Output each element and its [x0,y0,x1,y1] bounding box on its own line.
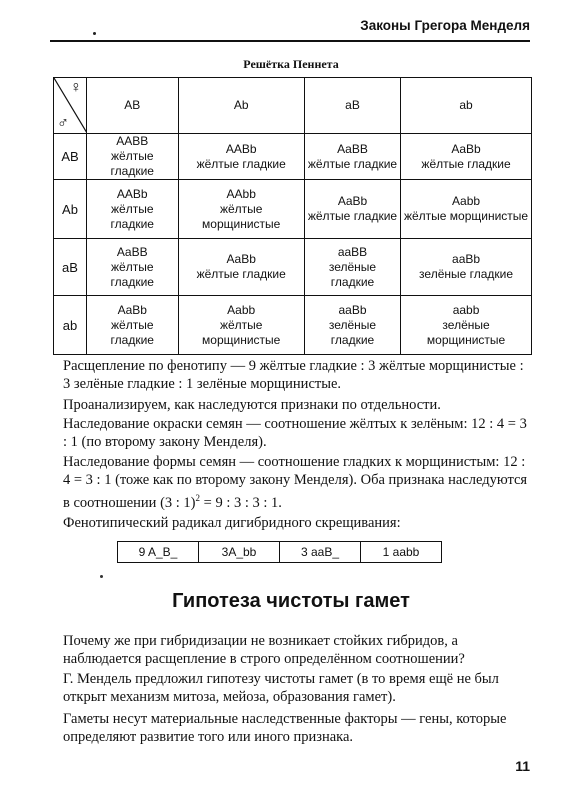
male-symbol-icon: ♂ [57,115,69,132]
cell [401,296,532,355]
cell [178,180,304,239]
stray-dot [100,575,103,578]
cell [304,296,400,355]
shape-text-end: = 9 : 3 : 3 : 1. [200,494,282,511]
paragraph-phenotype-split: Расщепление по фенотипу — 9 жёлтые гладкие : 3 жёлтые морщинистые : 3 зелёные гладкие : 1 зелёные морщинистые. [63,358,524,392]
row-header: AB [54,134,87,180]
genotype: AaBB [116,244,148,259]
cell [178,239,304,296]
header-dot [93,32,96,35]
paragraph-question: Почему же при гибридизации не возникает стойких гибридов, а наблюдается расщепление в строго определённом соотношении? [63,633,465,667]
running-header [50,18,530,42]
cell [178,134,304,180]
table-row [54,134,532,180]
cell [178,296,304,355]
radical-cell: 9 A_B_ [118,542,199,563]
cell [87,296,179,355]
genotype: aaBB [337,244,368,259]
paragraph-radical-intro: Фенотипический радикал дигибридного скрещивания: [63,515,401,531]
row-header: Ab [54,180,87,239]
genotype: aabb [452,302,480,317]
table-header-row [54,78,532,134]
col-header: Ab [178,78,304,134]
female-symbol-icon: ♀ [70,79,82,96]
paragraph-hypothesis: Г. Мендель предложил гипотезу чистоты гамет (в то время ещё не был открыт механизм митоза, мейоза, образования гамет). [63,671,499,705]
phenotype: жёлтые гладкие [196,156,286,171]
phenotype: жёлтые морщинистые [202,201,281,231]
table-row [54,296,532,355]
phenotype: зелёные гладкие [328,317,377,347]
page-number: 11 [515,758,530,774]
phenotype: жёлтые морщинистые [202,317,281,347]
genotype: AaBB [337,141,368,156]
genotype: AABB [116,134,149,148]
phenotype: жёлтые гладкие [307,156,398,171]
cell [304,180,400,239]
phenotype: жёлтые гладкие [110,149,154,178]
paragraph-shape-inheritance [63,453,533,512]
row-header: ab [54,296,87,355]
radical-cell: 3A_bb [199,542,280,563]
cell [401,180,532,239]
genotype: aaBb [452,252,481,266]
cell [401,239,532,296]
genotype: AaBb [451,141,481,156]
exponent: 2 [195,493,201,503]
cell [401,134,532,180]
table-row [54,239,532,296]
phenotype: зелёные морщинистые [426,317,506,347]
phenotype: жёлтые морщинистые [403,209,529,223]
genotype: AABb [225,141,257,156]
phenotype: жёлтые гладкие [110,317,154,347]
phenotype: жёлтые гладкие [110,201,154,231]
paragraph-gametes: Гаметы несут материальные наследственные факторы — гены, которые определяют развитие того или иного признака. [63,711,507,745]
genotype: Aabb [227,302,256,317]
cell [87,134,179,180]
table-row [54,180,532,239]
genotype: aaBb [338,302,367,317]
col-header: ab [401,78,532,134]
phenotypic-radical-table [117,541,442,563]
col-header: AB [87,78,179,134]
phenotype: жёлтые гладкие [196,267,286,281]
cell [87,180,179,239]
section-heading: Гипотеза чистоты гамет [172,590,410,612]
cell [87,239,179,296]
paragraph-analysis: Проанализируем, как наследуются признаки по отдельности. [63,397,441,413]
genotype: Aabb [452,194,481,208]
col-header: aB [304,78,400,134]
table-caption: Решётка Пеннета [243,57,339,71]
shape-text: Наследование формы семян — соотношение гладких к морщинистым: 12 : 4 = 3 : 1 (тоже как по второму закону Менделя). Оба признака наследуются в соотношении (3 : 1) [63,454,528,511]
genotype: AABb [116,186,148,201]
genotype: AaBb [337,194,368,208]
phenotype: зелёные гладкие [419,267,514,281]
genotype: AAbb [226,186,256,201]
running-title: Законы Грегора Менделя [360,18,530,33]
phenotype: зелёные гладкие [328,259,377,289]
radical-cell: 1 aabb [361,542,442,563]
paragraph-color-inheritance: Наследование окраски семян — соотношение жёлтых к зелёным: 12 : 4 = 3 : 1 (по второму закону Менделя). [63,416,527,450]
radical-cell: 3 aaB_ [280,542,361,563]
punnett-square [53,77,532,355]
row-header: aB [54,239,87,296]
cell [304,239,400,296]
cell [304,134,400,180]
genotype: AaBb [117,302,147,317]
corner-cell [54,78,87,134]
genotype: AaBb [226,252,256,266]
phenotype: жёлтые гладкие [421,156,511,171]
phenotype: жёлтые гладкие [307,209,398,223]
phenotype: жёлтые гладкие [110,259,154,289]
